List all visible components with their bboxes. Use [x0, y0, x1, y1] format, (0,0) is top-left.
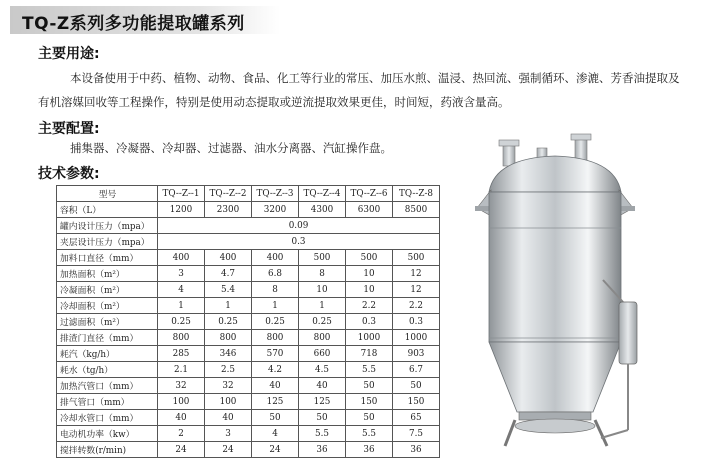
- spec-row-label: 排渣门直径（mm）: [57, 330, 158, 346]
- spec-cell: 150: [393, 394, 440, 410]
- spec-cell-span: 0.09: [158, 218, 440, 234]
- spec-cell: 8500: [393, 202, 440, 218]
- spec-cell: 5.4: [205, 282, 252, 298]
- usage-heading: 主要用途:: [38, 46, 100, 62]
- spec-table: [56, 185, 440, 458]
- spec-cell: 660: [299, 346, 346, 362]
- spec-cell: 4.5: [299, 362, 346, 378]
- spec-cell: 800: [158, 330, 205, 346]
- spec-cell: 50: [346, 410, 393, 426]
- spec-header-cell: TQ--Z-8: [393, 186, 440, 202]
- spec-row-label: 冷凝面积（m²）: [57, 282, 158, 298]
- spec-cell: 125: [252, 394, 299, 410]
- spec-cell: 400: [158, 250, 205, 266]
- spec-cell: 24: [205, 442, 252, 458]
- spec-cell: 0.25: [299, 314, 346, 330]
- config-text: 捕集器、冷凝器、冷却器、过滤器、油水分离器、汽缸操作盘。: [70, 141, 392, 155]
- spec-row-label: 夹层设计压力（mpa）: [57, 234, 158, 250]
- spec-row: [57, 218, 440, 234]
- spec-row-label: 加料口直径（mm）: [57, 250, 158, 266]
- spec-cell: 2.2: [346, 298, 393, 314]
- specs-heading: 技术参数:: [38, 166, 100, 182]
- spec-cell: 500: [346, 250, 393, 266]
- spec-cell: 65: [393, 410, 440, 426]
- spec-header-cell: TQ--Z--1: [158, 186, 205, 202]
- spec-cell: 12: [393, 282, 440, 298]
- spec-row-label: 容积（L）: [57, 202, 158, 218]
- spec-cell: 100: [205, 394, 252, 410]
- spec-header-model: 型号: [57, 186, 158, 202]
- spec-cell: 5.5: [346, 426, 393, 442]
- spec-cell: 1: [205, 298, 252, 314]
- spec-cell: 0.25: [158, 314, 205, 330]
- spec-row: [57, 266, 440, 282]
- spec-row-label: 电动机功率（kw）: [57, 426, 158, 442]
- spec-cell: 4: [252, 426, 299, 442]
- spec-cell: 3200: [252, 202, 299, 218]
- spec-cell: 800: [252, 330, 299, 346]
- spec-cell: 40: [252, 378, 299, 394]
- spec-cell: 50: [393, 378, 440, 394]
- spec-cell: 800: [205, 330, 252, 346]
- page-title: TQ-Z系列多功能提取罐系列: [22, 14, 245, 34]
- spec-cell: 10: [346, 266, 393, 282]
- spec-cell: 2300: [205, 202, 252, 218]
- spec-row: [57, 250, 440, 266]
- spec-cell: 5.5: [299, 426, 346, 442]
- spec-header-cell: TQ--Z--2: [205, 186, 252, 202]
- spec-row-label: 搅拌转数(r/min): [57, 442, 158, 458]
- spec-row: [57, 394, 440, 410]
- spec-row: [57, 346, 440, 362]
- spec-cell: 12: [393, 266, 440, 282]
- spec-cell: 6.7: [393, 362, 440, 378]
- spec-cell: 6300: [346, 202, 393, 218]
- spec-cell: 718: [346, 346, 393, 362]
- spec-row: [57, 362, 440, 378]
- spec-header-cell: TQ--Z--4: [299, 186, 346, 202]
- spec-cell: 5.5: [346, 362, 393, 378]
- spec-cell: 10: [346, 282, 393, 298]
- spec-row-label: 冷却面积（m²）: [57, 298, 158, 314]
- spec-cell: 4.2: [252, 362, 299, 378]
- spec-row-label: 冷却水管口（mm）: [57, 410, 158, 426]
- spec-row: [57, 426, 440, 442]
- spec-cell: 50: [252, 410, 299, 426]
- spec-cell: 40: [205, 410, 252, 426]
- spec-cell: 24: [252, 442, 299, 458]
- spec-cell: 1000: [346, 330, 393, 346]
- spec-cell: 3: [158, 266, 205, 282]
- spec-cell: 400: [252, 250, 299, 266]
- extraction-tank-image: [475, 130, 645, 450]
- spec-cell: 3: [205, 426, 252, 442]
- spec-row-label: 加热面积（m²）: [57, 266, 158, 282]
- spec-row: [57, 314, 440, 330]
- spec-row-label: 耗汽（kg/h）: [57, 346, 158, 362]
- spec-cell: 800: [299, 330, 346, 346]
- spec-cell: 500: [299, 250, 346, 266]
- spec-cell: 6.8: [252, 266, 299, 282]
- spec-cell: 0.3: [393, 314, 440, 330]
- spec-cell: 400: [205, 250, 252, 266]
- spec-cell: 2: [158, 426, 205, 442]
- spec-cell: 570: [252, 346, 299, 362]
- spec-cell: 346: [205, 346, 252, 362]
- spec-cell: 1: [158, 298, 205, 314]
- spec-row: [57, 410, 440, 426]
- spec-row: [57, 378, 440, 394]
- spec-cell: 1200: [158, 202, 205, 218]
- spec-cell: 2.2: [393, 298, 440, 314]
- spec-cell: 100: [158, 394, 205, 410]
- spec-cell: 40: [158, 410, 205, 426]
- spec-row-label: 加热汽管口（mm）: [57, 378, 158, 394]
- spec-cell: 0.3: [346, 314, 393, 330]
- spec-cell: 0.25: [205, 314, 252, 330]
- spec-cell: 50: [299, 410, 346, 426]
- spec-cell: 150: [346, 394, 393, 410]
- config-heading: 主要配置:: [38, 121, 100, 137]
- spec-cell: 36: [393, 442, 440, 458]
- usage-text: 本设备使用于中药、植物、动物、食品、化工等行业的常压、加压水煎、温浸、热回流、强制循环、渗漉、芳香油提取及有机溶媒回收等工程操作，特别是使用动态提取或逆流提取效果更佳，时间短，药液含量高。: [38, 71, 680, 109]
- spec-cell: 903: [393, 346, 440, 362]
- spec-cell: 32: [205, 378, 252, 394]
- spec-row: [57, 202, 440, 218]
- spec-row: [57, 298, 440, 314]
- spec-cell: 2.5: [205, 362, 252, 378]
- spec-cell: 0.25: [252, 314, 299, 330]
- spec-cell: 40: [299, 378, 346, 394]
- spec-cell: 7.5: [393, 426, 440, 442]
- spec-cell: 2.1: [158, 362, 205, 378]
- spec-cell-span: 0.3: [158, 234, 440, 250]
- spec-row-label: 耗水（tg/h）: [57, 362, 158, 378]
- spec-cell: 8: [252, 282, 299, 298]
- spec-header-cell: TQ--Z--3: [252, 186, 299, 202]
- spec-cell: 24: [158, 442, 205, 458]
- spec-cell: 4.7: [205, 266, 252, 282]
- spec-row: [57, 234, 440, 250]
- spec-cell: 36: [299, 442, 346, 458]
- spec-cell: 36: [346, 442, 393, 458]
- spec-row: [57, 330, 440, 346]
- spec-header-cell: TQ--Z--6: [346, 186, 393, 202]
- spec-cell: 1000: [393, 330, 440, 346]
- spec-cell: 1: [252, 298, 299, 314]
- spec-row: [57, 282, 440, 298]
- usage-paragraph: [38, 66, 688, 114]
- spec-header-row: [57, 186, 440, 202]
- spec-cell: 285: [158, 346, 205, 362]
- spec-cell: 8: [299, 266, 346, 282]
- spec-cell: 50: [346, 378, 393, 394]
- spec-cell: 10: [299, 282, 346, 298]
- spec-row-label: 过滤面积（m²）: [57, 314, 158, 330]
- spec-cell: 500: [393, 250, 440, 266]
- spec-cell: 32: [158, 378, 205, 394]
- spec-cell: 4300: [299, 202, 346, 218]
- spec-cell: 125: [299, 394, 346, 410]
- spec-cell: 1: [299, 298, 346, 314]
- spec-row: [57, 442, 440, 458]
- spec-row-label: 排气管口（mm）: [57, 394, 158, 410]
- spec-row-label: 罐内设计压力（mpa）: [57, 218, 158, 234]
- spec-cell: 4: [158, 282, 205, 298]
